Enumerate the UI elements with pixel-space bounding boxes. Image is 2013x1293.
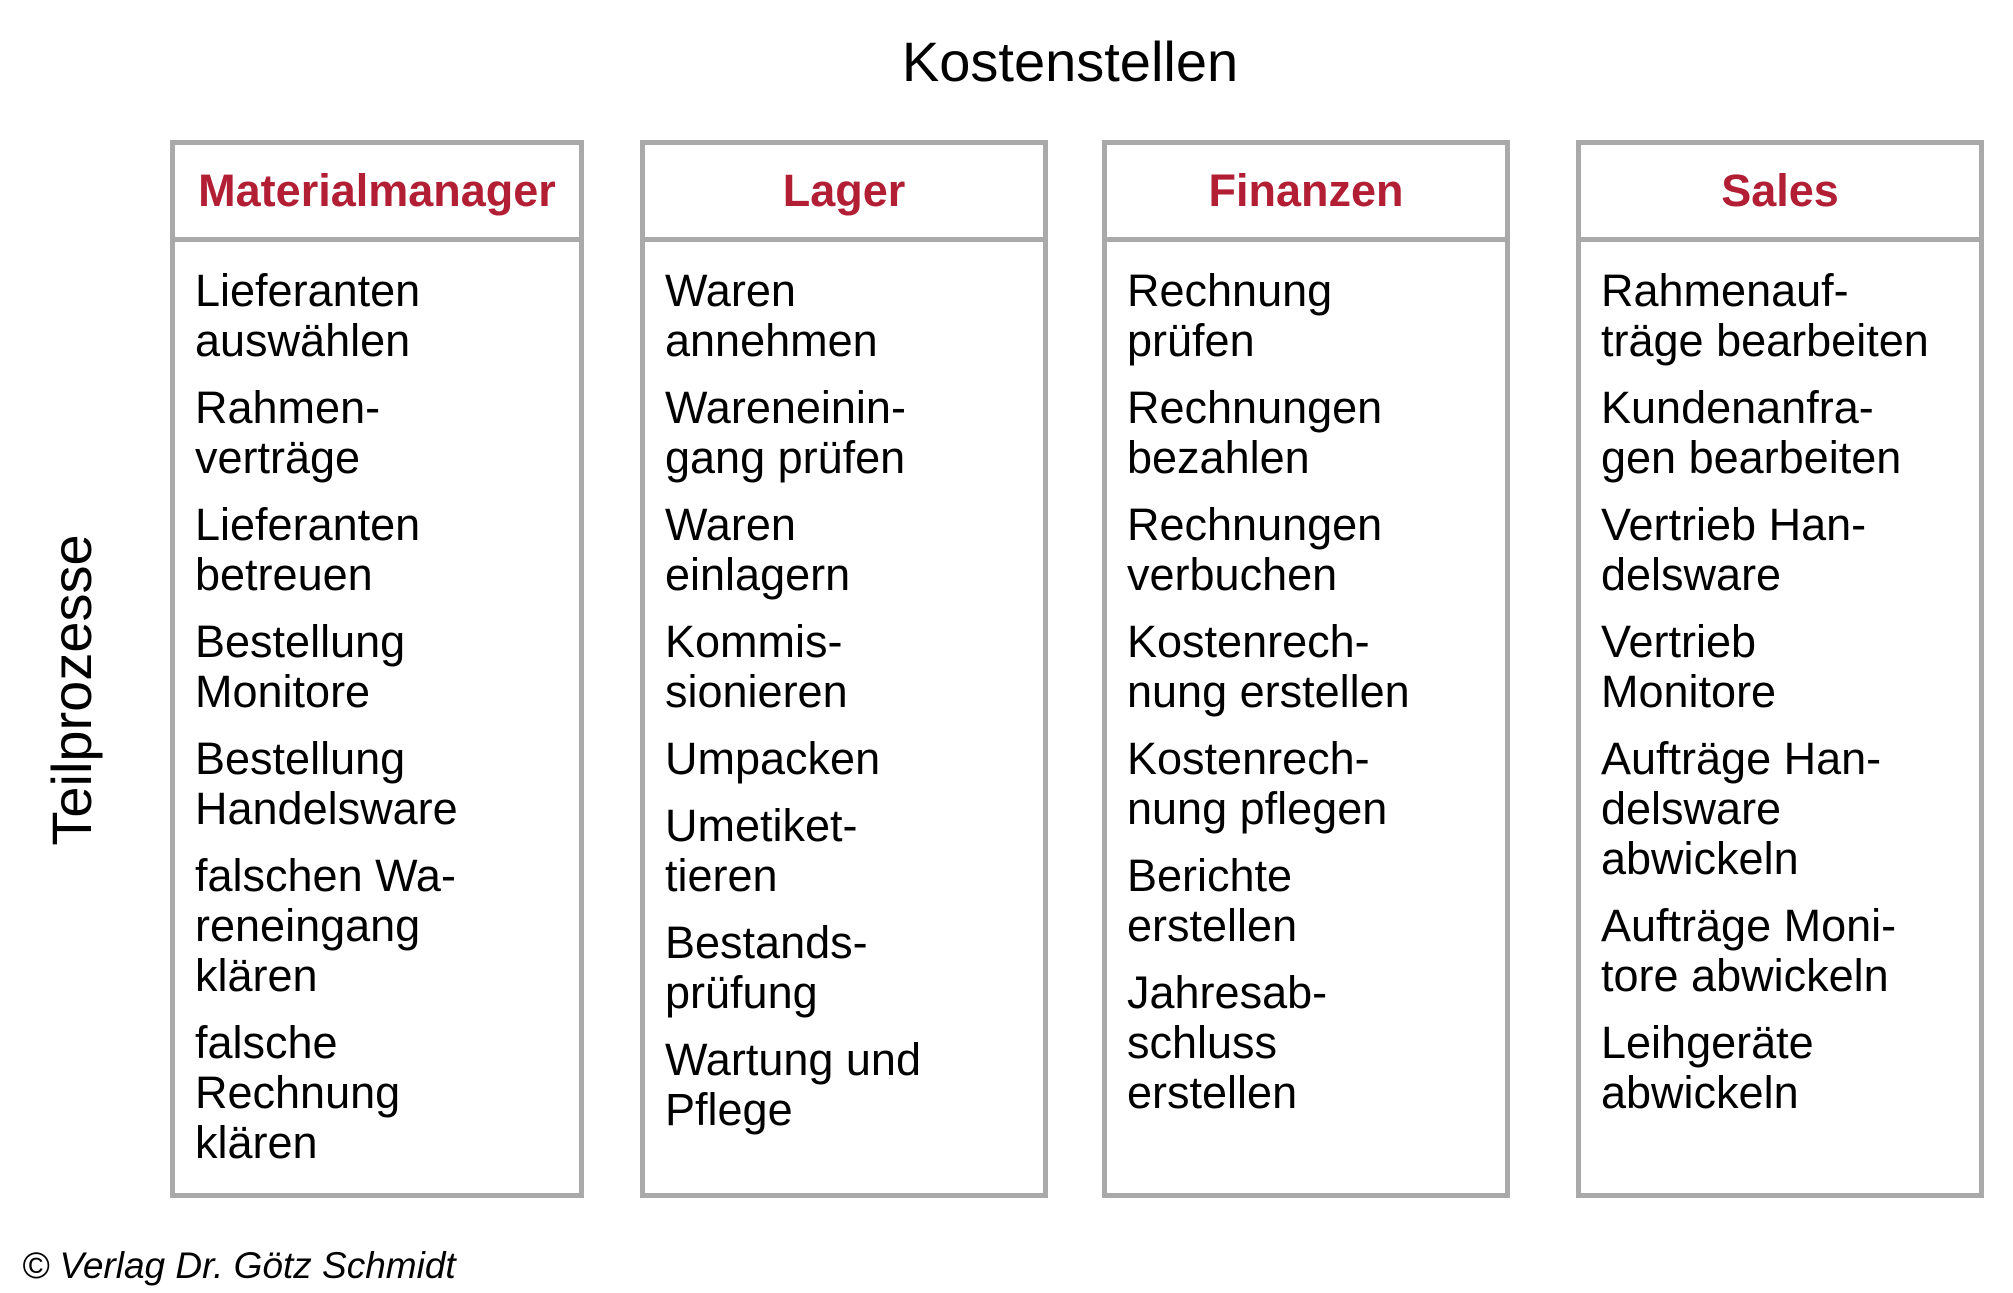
column-items xyxy=(1107,242,1505,1118)
column-items xyxy=(645,242,1043,1135)
process-item: Waren einlagern xyxy=(665,499,851,600)
process-item: Aufträge Moni- tore abwickeln xyxy=(1601,900,1897,1001)
copyright-notice: © Verlag Dr. Götz Schmidt xyxy=(22,1245,456,1286)
column-header: Sales xyxy=(1581,145,1979,242)
process-item: Waren annehmen xyxy=(665,265,878,366)
cost-center-sales xyxy=(1576,140,1984,1198)
process-item: Kostenrech- nung pflegen xyxy=(1127,733,1388,834)
cost-center-finanzen xyxy=(1102,140,1510,1198)
process-item: Umpacken xyxy=(665,733,881,784)
cost-center-lager xyxy=(640,140,1048,1198)
process-item: Lieferanten betreuen xyxy=(195,499,421,600)
process-item: Vertrieb Monitore xyxy=(1601,616,1777,717)
process-item: falsche Rechnung klären xyxy=(195,1017,401,1168)
process-item: Vertrieb Han- delsware xyxy=(1601,499,1867,600)
process-item: Rahmen- verträge xyxy=(195,382,381,483)
process-item: Bestands- prüfung xyxy=(665,917,868,1018)
process-item: Kundenanfra- gen bearbeiten xyxy=(1601,382,1902,483)
process-item: falschen Wa- reneingang klären xyxy=(195,850,456,1001)
process-item: Rechnungen verbuchen xyxy=(1127,499,1383,600)
process-item: Rechnung prüfen xyxy=(1127,265,1333,366)
column-items xyxy=(175,242,579,1168)
column-header: Finanzen xyxy=(1107,145,1505,242)
process-item: Lieferanten auswählen xyxy=(195,265,421,366)
process-item: Bestellung Monitore xyxy=(195,616,406,717)
column-header: Lager xyxy=(645,145,1043,242)
diagram-title: Kostenstellen xyxy=(901,30,1239,93)
column-header: Materialmanager xyxy=(175,145,579,242)
column-items xyxy=(1581,242,1979,1118)
process-item: Rahmenauf- träge bearbeiten xyxy=(1601,265,1929,366)
process-item: Kostenrech- nung erstellen xyxy=(1127,616,1410,717)
process-item: Wareneinin- gang prüfen xyxy=(665,382,906,483)
process-item: Wartung und Pflege xyxy=(665,1034,921,1135)
cost-center-materialmanager xyxy=(170,140,584,1198)
process-item: Kommis- sionieren xyxy=(665,616,848,717)
side-axis-title-text: Teilprozesse xyxy=(40,534,103,846)
process-item: Leihgeräte abwickeln xyxy=(1601,1017,1814,1118)
process-item: Rechnungen bezahlen xyxy=(1127,382,1383,483)
process-item: Jahresab- schluss erstellen xyxy=(1127,967,1328,1118)
process-item: Berichte erstellen xyxy=(1127,850,1298,951)
process-item: Bestellung Handelsware xyxy=(195,733,458,834)
side-axis-title xyxy=(30,500,114,880)
process-item: Aufträge Han- delsware abwickeln xyxy=(1601,733,1882,884)
process-item: Umetiket- tieren xyxy=(665,800,858,901)
